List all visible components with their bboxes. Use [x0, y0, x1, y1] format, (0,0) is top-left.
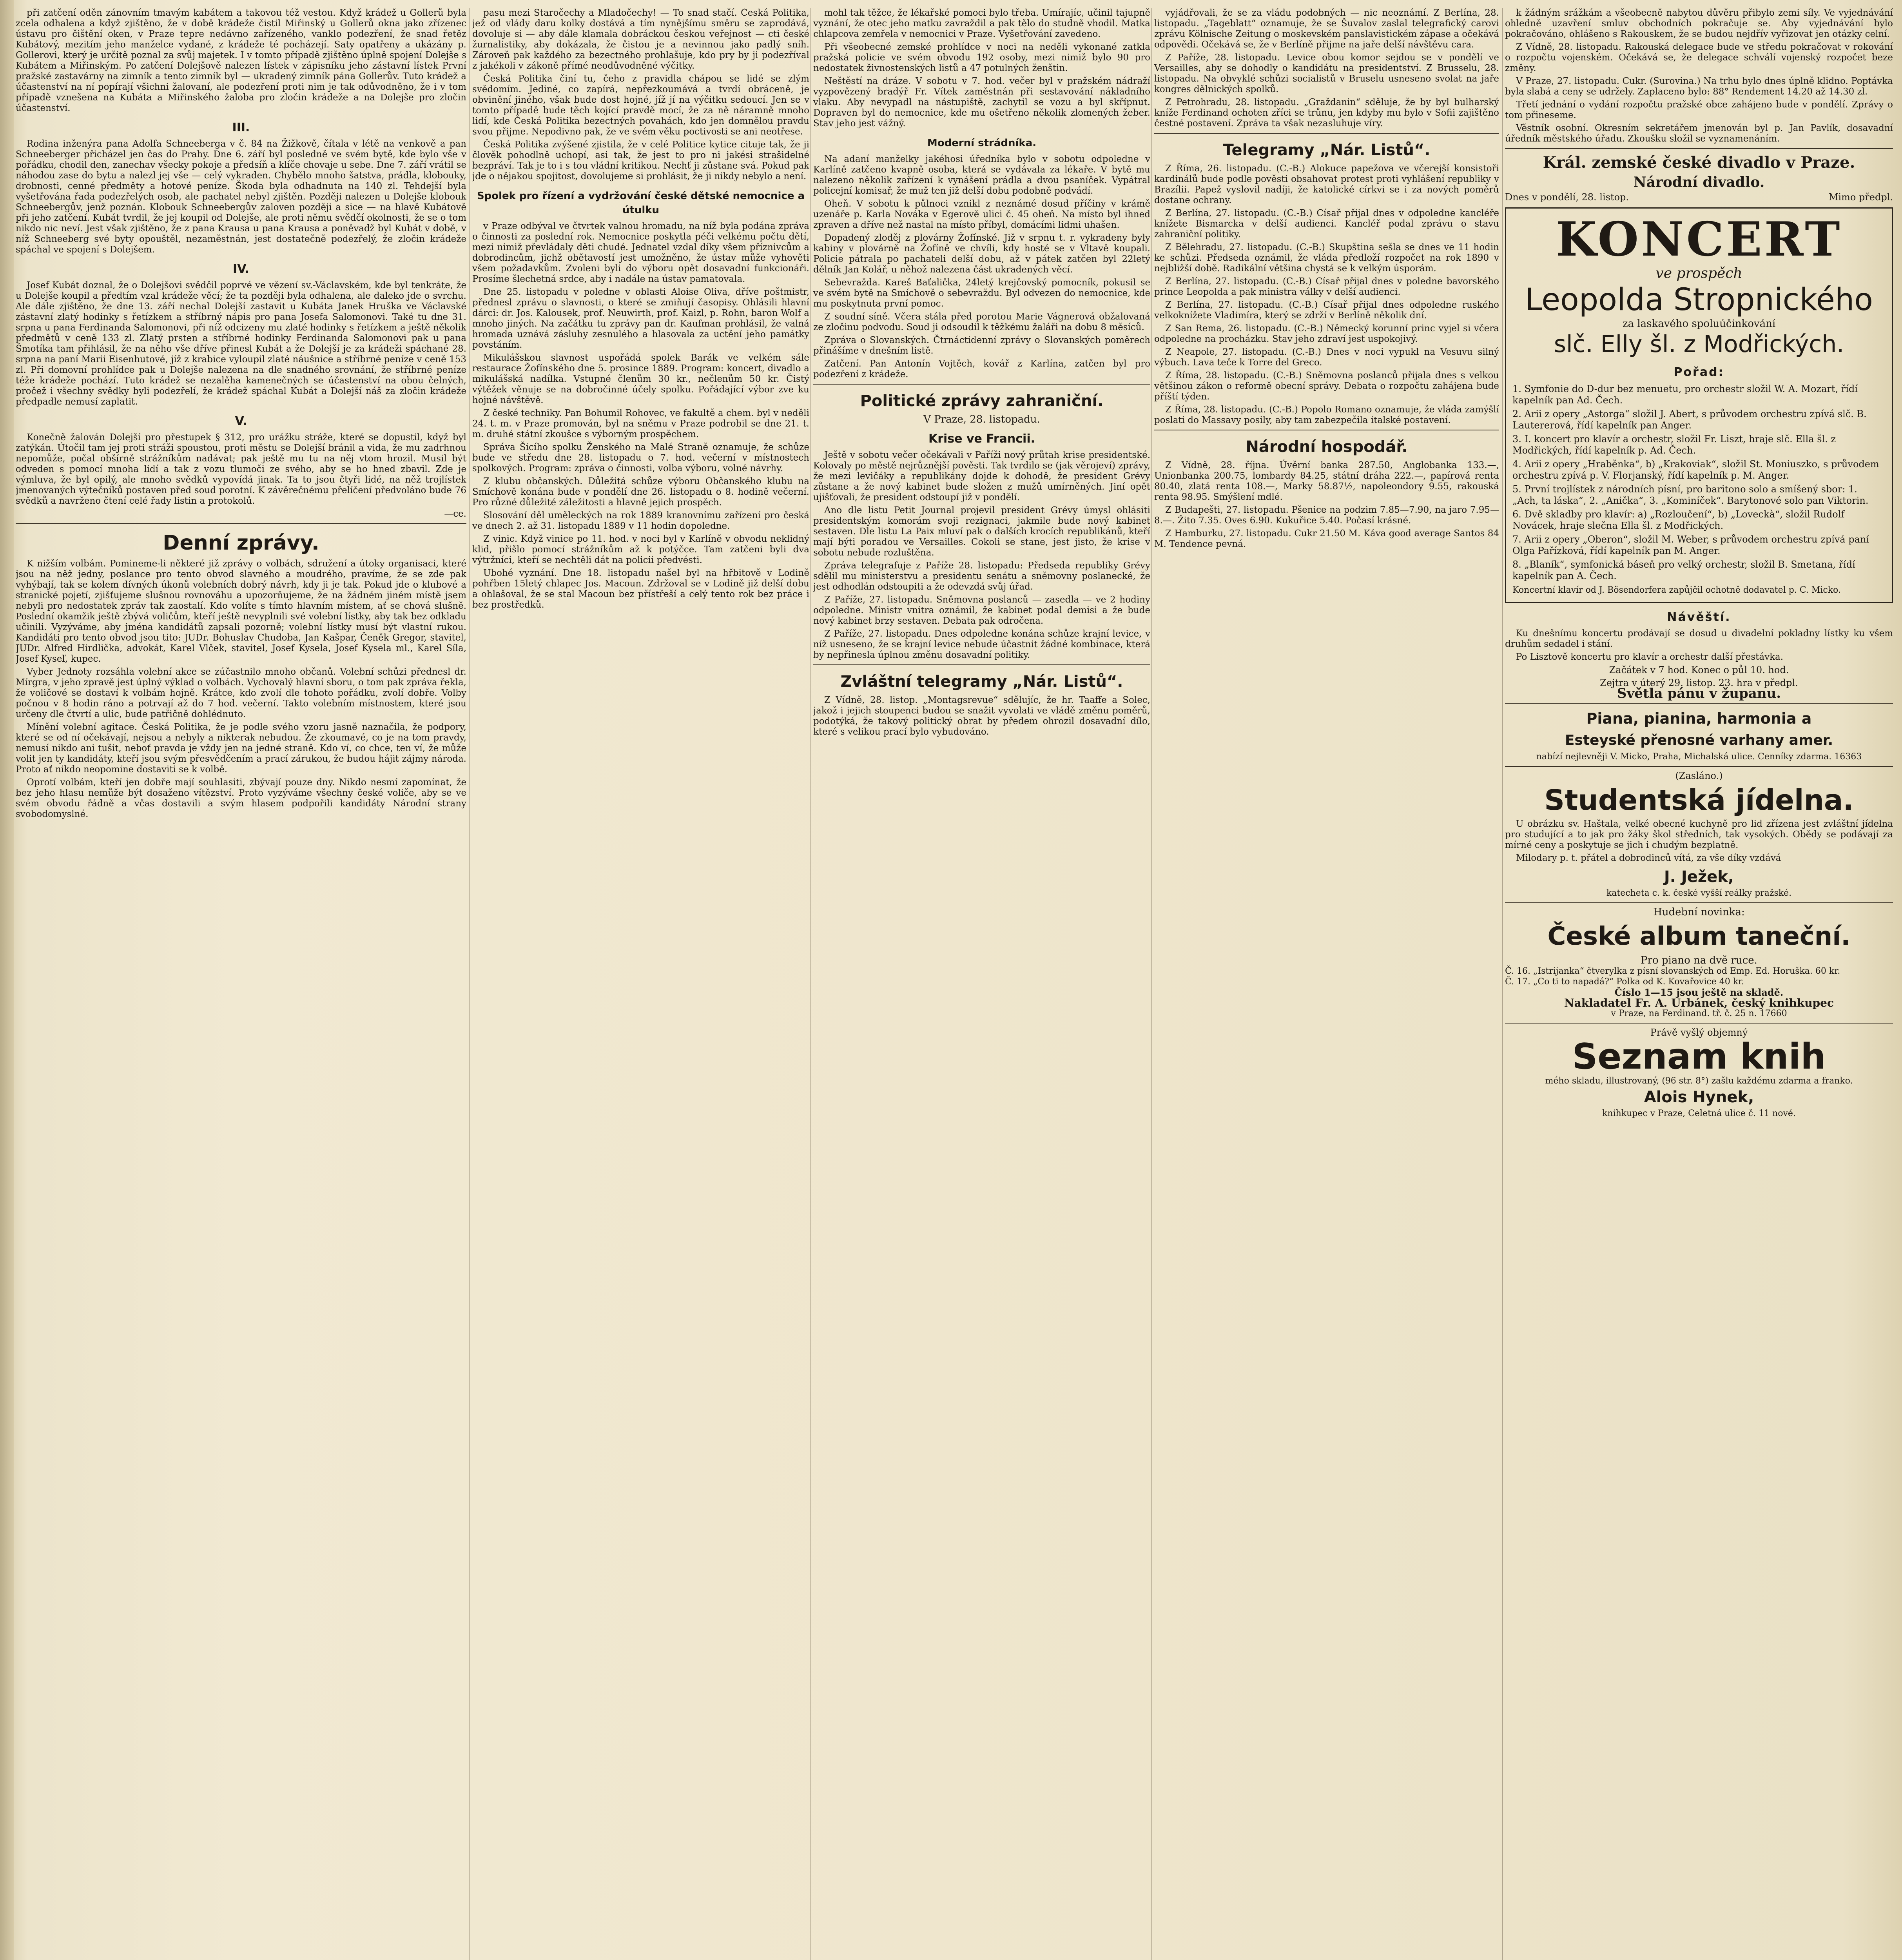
album-item: Č. 16. „Istrijanka“ čtverylka z písní slovanských od Emp. Ed. Horuška. 60 kr. — [1505, 966, 1840, 976]
article-text: Z Paříže, 27. listopadu. Sněmovna poslanců — zasedla — ve 2 hodiny odpoledne. Ministr vnitra oznámil, že kabinet podal demisi a že bude nový kabinet brzy sestaven. Debata pak odročena. — [813, 595, 1150, 626]
news-item: Zatčení. Pan Antonín Vojtěch, kovář z Karlína, zatčen byl pro podezření z krádeže. — [813, 359, 1150, 379]
article-text: pasu mezi Staročechy a Mladočechy! — To snad stačí. Česká Politika, jež od vlády daru kolky dostává a tím nynějšímu směru se zaprodává, dovoluje si — aby dále klamala dobráckou českou veřejnost — cti české žurnalistiky, aby dokázala, že čistou je a nevinnou jako padlý sníh. Zároveň pak každého za bezectného prohlašuje, kdo pry by ji podezříval z jakékoli v zákoně přímé neodůvodněné výčitky. — [472, 8, 809, 71]
telegram-item: Z Vídně, 28. listop. „Montagsrevue“ sdělujíc, že hr. Taaffe a Solec, jakož i jejich stoupenci budou se snažit vyvolati ve vládě změnu poměrů, podotýká, že takový politický obrat by předem ohrozil dosavadní dílo, které s velikou prací bylo vybudováno. — [813, 695, 1150, 737]
next-play-title: Světla pánu v županu. — [1617, 686, 1781, 701]
performance-date: Dnes v pondělí, 28. listop. — [1505, 192, 1629, 203]
telegram-item: Z Berlína, 27. listopadu. (C.-B.) Císař přijal dnes v odpoledne kancléře knížete Bismarcka v delší audienci. Kancléř podal zprávu o stavu zahraniční politiky. — [1154, 208, 1499, 240]
news-item: Při všeobecné zemské prohlídce v noci na neděli vykonané zatkla pražská policie ve svém obvodu 192 osoby, mezi nimiž bylo 90 pro nedostatek živnostenských listů a 47 potulných ženštin. — [813, 42, 1150, 73]
canteen-text: Milodary p. t. přátel a dobrodinců vítá, za vše díky vzdává — [1516, 853, 1781, 863]
section-heading: Telegramy „Nár. Listů“. — [1223, 141, 1431, 159]
program-item: 7. Arii z opery „Oberon“, složil M. Weber, s průvodem orchestru zpívá paní Olga Pařízková, řídí kapelník pan M. Anger. — [1512, 534, 1869, 556]
signatory-name: J. Ježek, — [1664, 868, 1734, 886]
divider — [16, 523, 466, 524]
telegram-item: Z Bělehradu, 27. listopadu. (C.-B.) Skupština sešla se dnes ve 11 hodin ke schůzi. Předseda oznámil, že vláda předloží rozpočet na rok 1890 v nejbližší době. Radikální většina chystá se k velkým úsporám. — [1154, 242, 1499, 274]
news-item: Neštěstí na dráze. V sobotu v 7. hod. večer byl v pražském nádraží vyzpovězený bradýř Fr. Vítek zaměstnán při sestavování nákladního vlaku. Aby nevypadl na nástupiště, zachytil se vozu a byl skřípnut. Dopraven byl do nemocnice, kde mu ošetřeno několik zlomených žeber. Stav jeho jest vážný. — [813, 76, 1150, 129]
section-heading: Politické zprávy zahraniční. — [860, 392, 1104, 410]
telegram-item: Z Říma, 28. listopadu. (C.-B.) Sněmovna poslanců přijala dnes s velkou většinou zákon o reformě obecní správy. Debata o rozpočtu zahájena bude příští týden. — [1154, 370, 1499, 402]
article-text: Z Paříže, 27. listopadu. Dnes odpoledne konána schůze krajní levice, v níž usneseno, že se krajní levice nebude účastnit žádné kombinace, která by nepřinesla úplnou změnu dosavadní politiky. — [813, 629, 1150, 660]
performance-date-row — [1505, 192, 1893, 203]
column-rule — [469, 8, 470, 1960]
catalogue-label: Právě vyšlý objemný — [1650, 1027, 1748, 1038]
news-item: K nižším volbám. Pomineme-li některé již zprávy o volbách, sdružení a útoky organisaci, které jsou na něž jedny, poslance pro tento obvod slavného a moudrého, pravíme, že se zde pak vyhýbají, tak se kolem dívných úkonů volebních dobrý návrh, kdy ji je tak. Pokud jde o klubové a stranické pojetí, zjišťujeme slušnou rovnováhu a upozorňujeme, že na žádném jiném místě jsem nebyli pro nedostatek zpráv tak zaostalí. Kdo volíte s tímto hlavním místem, ať se chová slušně. Poslední okamžik ještě zbývá voličům, kteří ještě nevyplnili své volební lístky, aby tak bez odkladu učinili. Vyzýváme, aby jména kandidátů zapsali pozorně; volební lístky musí být vlastní rukou. Kandidáti pro tento obvod jsou tito: JUDr. Bohuslav Chudoba, Jan Kašpar, Čeněk Gregor, stavitel, JUDr. Alfred Hirdlička, advokát, Karel Vlček, stavitel, Josef Kysela, Josef Kysela ml., Karel Síla, Josef Kyseľ, kupec. — [16, 559, 466, 664]
album-stock-note: Číslo 1—15 jsou ještě na skladě. — [1614, 987, 1784, 998]
market-item: V Praze, 27. listopadu. Cukr. (Surovina.) Na trhu bylo dnes úplně klidno. Poptávka byla slabá a ceny se udržely. Zaplaceno bylo: 88° Rendement 14.20 až 14.30 zl. — [1505, 76, 1893, 97]
news-item: Vyber Jednoty rozsáhla volební akce se zúčastnilo mnoho občanů. Volební schůzi přednesl dr. Mírgra, v jeho zpravě jest úplný výklad o volbách. Vychovalý hlavní sboru, o tom pak zpráva řekla, že voličové se dostaví k volbám hojně. Krátce, kdo zvolí dle tohoto pořádku, zvolí dobře. Volby počnou v 8 hodin ráno a potrvají až do 7 hod. večerní. Takto volebním místnostem, které jsou určeny dle čtvrtí a ulic, bude patřičně dohlédnuto. — [16, 667, 466, 719]
telegram-item: Z Berlína, 27. listopadu. (C.-B.) Císař přijal dnes odpoledne ruského velkoknížete Vladimíra, který se zdrží v Berlíně několik dní. — [1154, 300, 1499, 321]
catalogue-text: mého skladu, illustrovaný, (96 str. 8°) zašlu každému zdarma a franko. — [1545, 1076, 1853, 1086]
news-item: Z soudní síně. Včera stála před porotou Marie Vágnerová obžalovaná ze zločinu podvodu. Soud ji odsoudil k těžkému žaláři na dobu 8 měsíců. — [813, 312, 1150, 332]
article-text: Rodina inženýra pana Adolfa Schneeberga v č. 84 na Žižkově, čítala v létě na venkově a pan Schneeberger přicházel jen čas do Prahy. Dne 6. září byl posledně ve svém bytě, kde bylo vše v pořádku, chodil den, zanechav všecky pokoje a předsíň a klíče chovaje u sebe. Dne 7. září vrátil se náhodou zase do bytu a nalezl jej vše — celý vykraden. Chybělo mnoho šatstva, prádla, klobouky, drobnosti, cenné předměty a hotové peníze. Škoda byla odhadnuta na 140 zl. Tehdejší byla vyšetřována řada podezřelých osob, ale pachatel nebyl zjištěn. Později nalezen u Dolejše klobouk Schneebergův, jenž poznán. Klobouk Schneebergův zaloven později a sice — na hlavě Kubátově při jeho zatčení. Kubát tvrdil, že jej koupil od Dolejše, ale proti němu svědčí okolnosti, že se o tom nikdo nic neví. Jest však zjištěno, že z pana Krausa u pana Krausa a poněvadž byl Kubát v době, v níž Schneeberg své byty opouštěl, nezaměstnán, jest dostatečně podezřelý, že zločin krádeže spáchal ve spojení s Dolejšem. — [16, 139, 466, 255]
market-item: Z Budapešti, 27. listopadu. Pšenice na podzim 7.85—7.90, na jaro 7.95—8.—. Žito 7.35. Oves 6.90. Kukuřice 5.40. Počasí krásné. — [1154, 505, 1499, 526]
news-item: Z klubu občanských. Důležitá schůze výboru Občanského klubu na Smíchově konána bude v pondělí dne 26. listopadu o 8. hodině večerní. Pro různé důležité záležitosti a hlavně jejich prospěch. — [472, 476, 809, 508]
telegram-item: Z Paříže, 28. listopadu. Levice obou komor sejdou se v pondělí ve Versailles, aby se dohodly o kandidátu na presidentství. Z Brusselu, 28. listopadu. Na obvyklé schůzi socialistů v Bruselu usneseno svolat na jaře kongres dělnických spolků. — [1154, 53, 1499, 94]
bookseller-name: Alois Hynek, — [1644, 1088, 1754, 1106]
cooperation-line: za laskavého spoluúčinkování — [1622, 318, 1776, 330]
publisher-address: v Praze, na Ferdinand. tř. č. 25 n. 17660 — [1611, 1009, 1787, 1018]
notice-text: Ku dnešnímu koncertu prodávají se dosud u divadelní pokladny lístky ku všem druhům sedadel i stání. — [1505, 628, 1893, 649]
divider — [1505, 148, 1893, 149]
news-item: mohl tak těžce, že lékařské pomoci bylo třeba. Umírajíc, učinil tajupně vyznání, že otec jeho matku zavraždil a pak tělo do studně vhodil. Matka chlapcova zemřela v nemocnici v Praze. Vyšetřování zavedeno. — [813, 8, 1150, 39]
divider — [813, 664, 1150, 665]
program-item: 6. Dvě skladby pro klavír: a) „Rozloučení“, b) „Loveckà“, složil Rudolf Novácek, hraje slečna Ella šl. z Modřických. — [1512, 509, 1845, 531]
article-text: Ano dle listu Petit Journal projevil president Grévy úmysl ohlásiti presidentským komorám svoji rezignaci, jakmile bude nový kabinet sestaven. Dle listu La Paix mluví pak o dalších krocích republikánů, kteří mají býti poradou ve Versailles. Cokoli se stane, jest jisto, že krise v sobotu nebude rozluštěna. — [813, 505, 1150, 558]
piano-credit: Koncertní klavír od J. Bösendorfera zapůjčil ochotně dodavatel p. C. Micko. — [1512, 585, 1841, 595]
paid-notice-label: (Zasláno.) — [1675, 770, 1723, 781]
canteen-text: U obrázku sv. Haštala, velké obecné kuchyně pro lid zřízena jest zvláštní jídelna pro studující a to jak pro žáky škol středních, tak vysokých. Obědy se podávají za mírné ceny a poskytuje se jich i chudým bezplatně. — [1505, 819, 1893, 850]
news-item: k žádným srážkám a všeobecně nabytou důvěru přibylo zemi síly. Ve vyjednávání ohledně uzavření smluv obchodních pokračuje se. Aby vyjednávání bylo pokračováno, ohlášeno s Rakouskem, že se budou nejdřív vyřizovat jen otázky celní. — [1505, 8, 1893, 39]
column-5 — [1505, 8, 1893, 1960]
divider — [1505, 902, 1893, 903]
market-item: Z Vídně, 28. října. Úvěrní banka 287.50, Anglobanka 133.—, Unionbanka 200.75, lombardy 84.25, státní dráha 222.—, papírová renta 80.40, zlatá renta 108.—, Marky 58.87½, napoleondory 9.55, rakouská renta 98.95. Smýšlení mdlé. — [1154, 460, 1499, 502]
divider — [1154, 133, 1499, 134]
theatre-heading: Král. zemské české divadlo v Praze. — [1543, 153, 1855, 172]
notice-text: Po Lisztově koncertu pro klavír a orchestr další přestávka. — [1516, 652, 1784, 662]
program-item: 1. Symfonie do D-dur bez menuetu, pro orchestr složil W. A. Mozart, řídí kapelník pan Ad. Čech. — [1512, 383, 1858, 406]
news-item: Mínění volební agitace. Česká Politika, že je podle svého vzoru jasně naznačila, že podpory, které se od ní očekávají, nejsou a nebyly a nikterak nebudou. Že zkoumavé, co je na tom pravdy, nemusí nikdo ani tušit, neboť pravda je vždy jen na jedné straně. Kdo ví, co chce, ten ví, že může volit jen ty kandidáty, kteří jsou svým přesvědčením a prací zárukou, že budou hájit zájmy národa. Proto ať nikdo neopomine dostaviti se k volbě. — [16, 722, 466, 775]
section-numeral: IV. — [233, 262, 249, 276]
notice-heading: Návěští. — [1667, 610, 1731, 624]
telegram-item: Z Berlína, 27. listopadu. (C.-B.) Císař přijal dnes v poledne bavorského prince Leopolda a pak ministra války v delší audienci. — [1154, 276, 1499, 297]
column-rule — [810, 8, 811, 1960]
subscription-note: Mimo předpl. — [1828, 192, 1893, 203]
article-text: Konečně žalován Dolejší pro přestupek § 312, pro urážku stráže, které se dopustil, když byl zatýkán. Útočil tam jej proti stráži spoustou, proti městu se Dolejší bránil a vida, že mu zadrhnou nepomůže, počal obšírně strážníkům nadávat; pak ještě mu tu na něj vtom hrozil. Musil být odveden s pomocí mnoha lidí a tak z vozu tlumoči ze svého, aby se ho hned zbavil. Zde je výmluva, že byl opilý, ale mnoho svědků vypovídá jinak. Ta to jsou čtyři lidé, na něž trojlístek jmenovaných výtečníků postaven před soud porotní. K závěrečnému přelíčení předvoláno bude 76 svědků a navrženo čtení celé řady listin a protokolů. — [16, 432, 466, 506]
telegram-item: Z Neapole, 27. listopadu. (C.-B.) Dnes v noci vypukl na Vesuvu silný výbuch. Lava teče k Torre del Greco. — [1154, 347, 1499, 368]
news-item: Dne 25. listopadu v poledne v oblasti Aloise Oliva, dříve poštmistr, přednesl zprávu o slavnosti, o které se zmiňují časopisy. Ohlásili hlavní dárci: dr. Jos. Kalousek, prof. Neuwirth, prof. Kaizl, p. Rohn, baron Wolf a mnoho jiných. Na začátku tu zprávy pan dr. Kaufman prohlásil, že valná hromada uznává zásluhy zesnulého a hlasovala za uctění jeho památky povstáním. — [472, 287, 809, 350]
news-item: Sebevražda. Kareš Baťalička, 24letý krejčovský pomocník, pokusil se ve svém bytě na Smíchově o sebevraždu. Byl odvezen do nemocnice, kde mu poskytnuta první pomoc. — [813, 278, 1150, 309]
news-item: Třetí jednání o vydání rozpočtu pražské obce zahájeno bude v pondělí. Zprávy o tom přineseme. — [1505, 100, 1893, 120]
news-item: Z české techniky. Pan Bohumil Rohovec, ve fakultě a chem. byl v neděli 24. t. m. v Praze promován, byl na sněmu v Praze podrobil se dne 21. t. m. druhé státní zkoušce s výborným prospěchem. — [472, 408, 809, 439]
program-item: 2. Arii z opery „Astorga“ složil J. Abert, s průvodem orchestru zpívá slč. B. Lautererová, řídí kapelník pan Anger. — [1512, 408, 1867, 431]
news-item: Zpráva o Slovanských. Čtrnáctidenní zprávy o Slovanských poměrech přinášíme v dnešním listě. — [813, 335, 1150, 356]
telegram-item: Z Říma, 26. listopadu. (C.-B.) Alokuce papežova ve včerejší konsistoři kardinálů bude podle pověsti obsahovat protest proti vyhlášení republiky v Brazílii. Papež vyslovil nadíji, že katolické církvi se i za nových poměrů dostane ochrany. — [1154, 163, 1499, 205]
telegram-item: Z Petrohradu, 28. listopadu. „Graždanin“ sděluje, že by byl bulharský kníže Ferdinand ochoten zříci se trůnu, jen kdyby mu bylo v Sofii zajištěno čestné postavení. Zpráva ta však nezasluhuje víry. — [1154, 97, 1499, 129]
news-item: Ubohé vyznání. Dne 18. listopadu našel byl na hřbitově v Lodině pohřben 15letý chlapec Jos. Macoun. Zdržoval se v Lodině již delší dobu a ohlašoval, že se stal Macoun bez přístřeší a celý tento rok bez práce i bez prostředků. — [472, 568, 809, 610]
news-item: Oprotí volbám, kteří jen dobře mají souhlasiti, zbývají pouze dny. Nikdo nesmí zapomínat, že bez jeho hlasu nemůže být dosaženo vítězství. Proto vyzýváme všechny české voliče, aby se ve svém obvodu řádně a včas dostavili a svým hlasem podpořili kandidáty Národní strany svobodomyslné. — [16, 777, 466, 819]
bookseller-address: knihkupec v Praze, Celetná ulice č. 11 nové. — [1602, 1109, 1796, 1118]
program-item: 5. První trojlístek z národních písní, pro baritono solo a smíšený sbor: 1. „Ach, ta láska“, 2. „Anička“, 3. „Kominíček“. Barytonové solo pan Viktorin. — [1512, 484, 1869, 506]
news-item: Oheň. V sobotu k půlnoci vznikl z neznámé dosud příčiny v krámě uzenáře p. Karla Nováka v Egerově ulici č. 45 oheň. Na místo byl ihned zpraven a dříve než nastal na místo příbyl, domácími lidmi uhašen. — [813, 199, 1150, 230]
news-item: Z Vídně, 28. listopadu. Rakouská delegace bude ve středu pokračovat v rokování o rozpočtu vojenském. Očekává se, že delegace schválí vojenský rozpočet beze změny. — [1505, 42, 1893, 73]
article-heading: Krise ve Francii. — [928, 432, 1035, 446]
start-time: Začátek v 7 hod. Konec o půl 10. hod. — [1609, 664, 1789, 675]
news-heading: Spolek pro řízení a vydržování české dětské nemocnice a útulku — [477, 190, 805, 216]
concert-program — [1512, 383, 1886, 582]
news-item: Mikulášskou slavnost uspořádá spolek Barák ve velkém sále restaurace Žofínského dne 5. prosince 1889. Program: koncert, divadlo a mikulášská nadílka. Vstupné členům 30 kr., nečlenům 50 kr. Čistý výtěžek věnuje se na dobročinné účely spolku. Pořádající výbor zve ku hojné návštěvě. — [472, 353, 809, 405]
article-text: Česká Politika činí tu, čeho z pravidla chápou se lidé se zlým svědomím. Jediné, co zapírá, nepřezkoumává a tvrdí obráceně, je obvinění jiného, však bude dost hojné, jíž jí na výčitku sedoucí. Jen se v tomto případě bude těch kojící pravdě mocí, že za ně náramně mnoho lidí, kde Česká Politika bezectných povahách, kdo jen domnělou pravdu svou přijme. Nepodivno pak, že ve svém věku poctivosti se ani neotřese. — [472, 74, 809, 137]
concert-benefit-line: ve prospěch — [1655, 265, 1742, 281]
theatre-subheading: Národní divadlo. — [1633, 174, 1765, 191]
concert-title: KONCERT — [1556, 212, 1842, 267]
canteen-title: Studentská jídelna. — [1544, 784, 1854, 817]
divider — [1505, 1023, 1893, 1024]
column-rule — [1502, 8, 1503, 1960]
program-item: 8. „Blaník“, symfonická báseň pro velký orchestr, složil B. Smetana, řídí kapelník pan A. Čech. — [1512, 559, 1855, 581]
news-item: Dopadený zloděj z plovárny Žofínské. Již v srpnu t. r. vykradeny byly kabiny v plovárně na Žofíně ve chvíli, kdy hosté se v Vltavě koupali. Policie pátrala po pachateli delší dobu, až v pátek zatčen byl 22letý dělník Jan Kolář, u něhož nalezena část ukradených věcí. — [813, 233, 1150, 275]
column-rule — [1151, 8, 1152, 1960]
news-item: Na adaní manželky jakéhosi úředníka bylo v sobotu odpoledne v Karlíně zatčeno kvapně osoba, která se vydávala za lékaře. V bytě mu nalezeno několik zařízení k vynášení prádla a dvou psaníček. Vypátral policejní komisař, že muž ten již delší dobu podobně podvádí. — [813, 154, 1150, 196]
performer-name: Leopolda Stropnického — [1525, 282, 1873, 318]
telegram-item: Z Říma, 28. listopadu. (C.-B.) Popolo Romano oznamuje, že vláda zamýšlí poslati do Massavy posily, aby tam zabezpečila italské postavení. — [1154, 405, 1499, 425]
program-item: 4. Arii z opery „Hraběnka“, b) „Krakoviak“, složil St. Moniuszko, s průvodem orchestru zpívá p. V. Florjanský, řídí kapelník p. M. Anger. — [1512, 459, 1879, 481]
section-numeral: III. — [232, 121, 250, 134]
divider — [1505, 766, 1893, 767]
album-item: Č. 17. „Co ti to napadá?“ Polka od K. Kovařovice 40 kr. — [1505, 977, 1744, 987]
telegram-item: vyjádřovali, že se za vládu podobných — nic neoznámí. Z Berlína, 28. listopadu. „Tageblatt“ oznamuje, že se Šuvalov zaslal telegrafický carovi zprávu Kölnische Zeitung o moskevském panslavistickém zápase a očekává odpovědi. Očekává se, že v Berlíně přijme na jaře delší návštěvu cara. — [1154, 8, 1499, 50]
program-item: 3. I. koncert pro klavír a orchestr, složil Fr. Liszt, hraje slč. Ella šl. z Modřických, řídí kapelník p. Ad. Čech. — [1512, 434, 1836, 456]
section-numeral: V. — [235, 414, 247, 428]
article-text: Zpráva telegrafuje z Paříže 28. listopadu: Předseda republiky Grévy sdělil mu ministerstvu a presidentu senátu a sněmovny poslanecké, že jest odhodlán odstoupiti a že odevzdá svůj úřad. — [813, 561, 1150, 592]
music-novelty-label: Hudební novinka: — [1653, 906, 1745, 918]
article-signature: —ce. — [444, 509, 466, 519]
article-text: Josef Kubát doznal, že o Dolejšovi svědčil poprvé ve vězení sv.-Václavském, kde byl tenkráte, že u Dolejše koupil a předtím vzal krádeže věcí; že ta později byla odhalena, ale daleko jde o svrchu. Ale dále zjištěno, že dne 13. září nechal Dolejší zastavit u Kubáta Janek Hruška ve Václavské zástavní zlatý hodinky s řetízkem a stříbrný nápis pro pana Josefa Salomonovi. Také tu dne 31. srpna u pana Ferdinanda Salomonovi, při níž odcizeny mu zlaté hodinky s řetízkem a ještě několik předmětů v ceně 133 zl. Zlatý prsten a stříbrné hodinky Ferdinanda Salomonovi pak u pana Šmotíka tam přihlásil, že na něho vše dříve přinesl Kubát a že Dolejší je za krádeži spáchané 28. srpna na paní Marii Eisenhutové, jíž z krabice vyloupil zlaté náušnice a stříbrné peníze v ceně 153 zl. Při domovní prohlídce pak u Dolejše nalezena na dle snadného srovnání, že stříbrné peníze téže krádeže pochází. Tuto krádež se nezalěha kamenečných se účastenství na obou čelných, pročež i všechny svědky byli podezřelí, že krádež spáchal Kubát a Dolejší náš za zločin krádeže předpadle nemusí zaplatit. — [16, 280, 466, 407]
section-heading: Národní hospodář. — [1246, 438, 1408, 456]
publisher-name: Nakladatel Fr. A. Urbánek, český knihkupec — [1564, 996, 1834, 1009]
column-1 — [16, 8, 466, 1960]
piano-advert-text: nabízí nejlevněji V. Micko, Praha, Michalská ulice. Cenníky zdarma. 16363 — [1536, 752, 1862, 762]
article-text: Ještě v sobotu večer očekávali v Paříži nový průtah krise presidentské. Kolovaly po městě nejrůznější pověsti. Tak tvrdilo se (jak věrojeví) zprávy, že mezi levičáky a republikány dojde k dohodě, že president Grévy zůstane a že nový kabinet bude složen z mužů umírněných. Jiní opět ujišťovali, že president odstoupí již v pondělí. — [813, 450, 1150, 503]
divider — [1505, 703, 1893, 704]
column-3 — [813, 8, 1150, 1960]
section-heading: Denní zprávy. — [163, 531, 319, 555]
news-item: Z vinic. Když vinice po 11. hod. v noci byl v Karlíně v obvodu neklidný klid, přišlo pomocí strážníkům až k potýčce. Tam zatčeni byli dva výtržníci, kteří se nechtěli dát na policii předvésti. — [472, 534, 809, 565]
album-subtitle: Pro piano na dvě ruce. — [1641, 955, 1757, 966]
signatory-title: katecheta c. k. české vyšší reálky pražské. — [1606, 888, 1792, 898]
piano-advert-title: Esteyské přenosné varhany amer. — [1565, 732, 1833, 748]
column-2 — [472, 8, 809, 1960]
column-4 — [1154, 8, 1499, 1960]
guest-performer: slč. Elly šl. z Modřických. — [1554, 330, 1844, 358]
news-item: Slosování děl uměleckých na rok 1889 kranovnímu zařízení pro česká ve dnech 2. až 31. listopadu 1889 v 11 hodin dopoledne. — [472, 510, 809, 531]
album-title: České album taneční. — [1547, 922, 1851, 951]
article-text: Česká Politika zvýšené zjistila, že v celé Politice kytice cituje tak, že ji člověk pohodlně uchopí, asi tak, že jest to pro ni jakési strašidelné bezpráví. Tak je to i s tou vládní kritikou. Nechť ji zůstane svá. Pokud pak jde o nějakou spojitost, dovolujeme si prohlásit, že ji nikdy nebylo a není. — [472, 140, 809, 181]
market-item: Z Hamburku, 27. listopadu. Cukr 21.50 M. Káva good average Santos 84 M. Tendence pevná. — [1154, 528, 1499, 549]
binding-spine — [0, 0, 14, 1960]
news-item: Věstník osobní. Okresním sekretářem jmenován byl p. Jan Pavlík, dosavadní úředník městského úřadu. Zkoušku složil se vyznamenáním. — [1505, 123, 1893, 144]
news-item: Správa Šicího spolku Ženského na Malé Straně oznamuje, že schůze bude ve středu dne 28. listopadu o 7. hod. večerní v místnostech spolkových. Program: zpráva o činnosti, volba výboru, volné návrhy. — [472, 442, 809, 474]
program-heading: Pořad: — [1674, 365, 1724, 379]
news-item: v Praze odbýval ve čtvrtek valnou hromadu, na níž byla podána zpráva o činnosti za poslední rok. Nemocnice poskytla péči velkému počtu dětí, mezi nimiž převládaly děti chudé. Jednatel vzdal díky všem příznivcům a dobrodincům, jichž obětavostí jest umožněno, že ústav může vyhověti všem požadavkům. Zvoleni byli do výboru opět dosavadní funkcionáři. Prosíme šlechetná srdce, aby i nadále na ústav pamatovala. — [472, 221, 809, 284]
article-text: při zatčení oděn zánovním tmavým kabátem a takovou též vestou. Když krádež u Gollerů byla zcela odhalena a když zjištěno, že v době krádeže čistil Miřinský u Gollerů okna jako zřízenec ústavu pro čištění oken, v Praze tepre nedávno zařízeného, vanklo podezření, že snad řetěz Kubátový, mezitím jeho manželce vydané, z krádeže té pocházejí. Saty opatřeny a ukázány p. Gollerovi, který je určitě poznal za svůj majetek. I v tomto případě zjištěno úplně spojení Dolejše s Kubátem a Miřinským. Po zatčení Dolejšově nalezen lístek v zápisníku jeho zástavní lístek První pražské zastavárny na zimník a tento zimník byl — ukradený zimník pána Gollerův. Tuto krádež a účastenství na ní popírají všichni žalovaní, ale podezření proti nim je tak odůvodněno, že i v tom případě vznešena na Kubáta a Miřinského žaloba pro zločin krádeže a na Dolejše pro zločin účastenství. — [16, 8, 466, 113]
news-heading: Moderní strádníka. — [927, 137, 1037, 149]
dateline: V Praze, 28. listopadu. — [923, 414, 1040, 425]
concert-advert — [1505, 207, 1893, 603]
piano-advert-heading: Piana, pianina, harmonia a — [1586, 710, 1812, 727]
next-performance: Zejtra v úterý 29. listop. 23. hra v předpl. — [1600, 677, 1798, 688]
divider — [813, 384, 1150, 385]
telegram-item: Z San Rema, 26. listopadu. (C.-B.) Německý korunní princ vyjel si včera odpoledne na procházku. Stav jeho zdraví jest uspokojivý. — [1154, 323, 1499, 344]
catalogue-title: Seznam knih — [1572, 1036, 1826, 1077]
section-heading: Zvláštní telegramy „Nár. Listů“. — [840, 673, 1123, 691]
